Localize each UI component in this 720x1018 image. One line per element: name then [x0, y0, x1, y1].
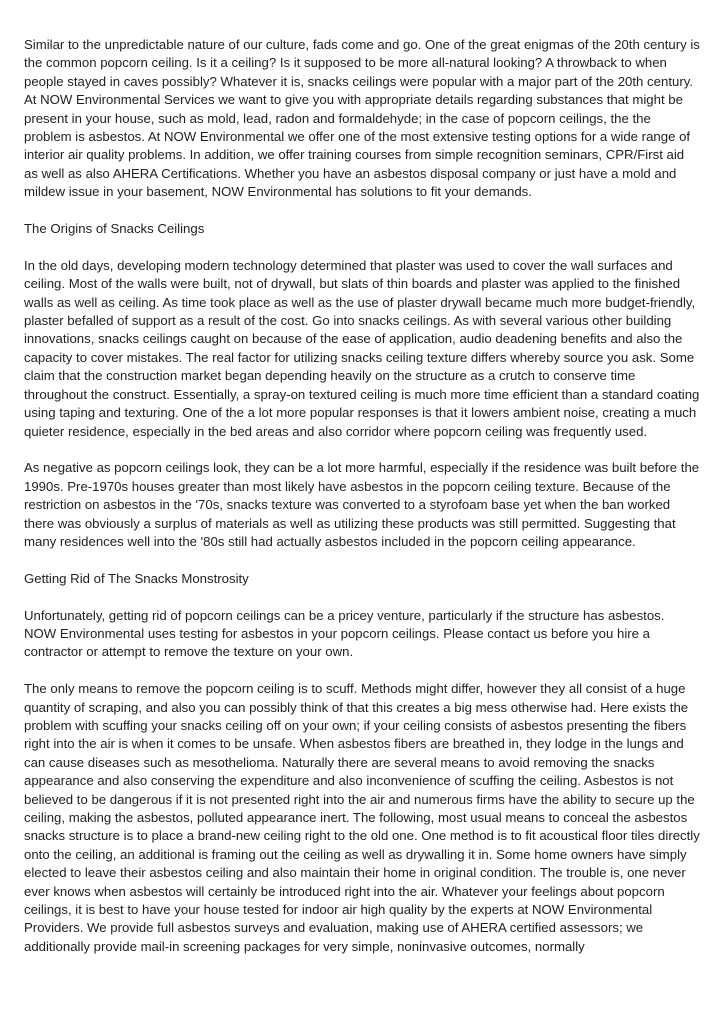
section-heading-origins: The Origins of Snacks Ceilings	[24, 221, 205, 237]
section-heading-removal: Getting Rid of The Snacks Monstrosity	[24, 570, 249, 586]
origins-paragraph-1: In the old days, developing modern technology determined that plaster was used to cover the wall surfaces and ceiling. Most of the walls were built, not of drywall, but slats of thin boards and plaster was applied to the finished walls as well as ceiling. As time took place as well as the use of plaster drywall became much more budget-friendly, plaster befalled of support as a result of the cost. Go into snacks ceilings. As with several various other building innovations, snacks ceilings caught on because of the ease of application, audio deadening benefits and also the capacity to cover mistakes. The real factor for utilizing snacks ceiling texture differs whereby source you ask. Some claim that the construction market began depending heavily on the structure as a crutch to conserve time throughout the construct. Essentially, a spray-on textured ceiling is much more time efficient than a standard coating using taping and texturing. One of the a lot more popular responses is that it lowers ambient noise, creating a much quieter residence, especially in the bed areas and also corridor where popcorn ceiling was frequently used.	[24, 257, 700, 439]
removal-paragraph-2: The only means to remove the popcorn ceiling is to scuff. Methods might differ, however they all consist of a huge quantity of scraping, and also you can possibly think of that this creates a big mess otherwise had. Here exists the problem with scuffing your snacks ceiling off on your own; if your ceiling consists of asbestos presenting the fibers right into the air is when it comes to be unsafe. When asbestos fibers are breathed in, they lodge in the lungs and can cause diseases such as mesothelioma. Naturally there are several means to avoid removing the snacks appearance and also conserving the expenditure and also inconvenience of scuffing the ceiling. Asbestos is not believed to be dangerous if it is not presented right into the air and numerous firms have the ability to secure up the ceiling, making the asbestos, polluted appearance inert. The following, most usual means to conceal the asbestos snacks structure is to place a brand-new ceiling right to the old one. One method is to fit acoustical floor tiles directly onto the ceiling, an additional is framing out the ceiling as well as drywalling it in. Some home owners have simply elected to leave their asbestos ceiling and also maintain their home in original condition. The trouble is, one never ever knows when asbestos will certainly be introduced right into the air. Whatever your feelings about popcorn ceilings, it is best to have your house tested for indoor air high quality by the experts at NOW Environmental Providers. We provide full asbestos surveys and evaluation, making use of AHERA certified assessors; we additionally provide mail-in screening packages for very simple, noninvasive outcomes, normally	[24, 681, 700, 954]
document-page	[24, 36, 700, 975]
removal-paragraph-1: Unfortunately, getting rid of popcorn ceilings can be a pricey venture, particularly if the structure has asbestos. NOW Environmental uses testing for asbestos in your popcorn ceilings. Please contact us before you hire a contractor or attempt to remove the texture on your own.	[24, 607, 665, 660]
intro-paragraph: Similar to the unpredictable nature of our culture, fads come and go. One of the great enigmas of the 20th century is the common popcorn ceiling. Is it a ceiling? Is it supposed to be more all-natural looking? A throwback to when people stayed in caves possibly? Whatever it is, snacks ceilings were popular with a major part of the 20th century. At NOW Environmental Services we want to give you with appropriate details regarding substances that might be present in your house, such as mold, lead, radon and formaldehyde; in the case of popcorn ceilings, the the problem is asbestos. At NOW Environmental we offer one of the most extensive testing options for a wide range of interior air quality problems. In addition, we offer training courses from simple recognition seminars, CPR/First aid as well as also AHERA Certifications. Whether you have an asbestos disposal company or just have a mold and mildew issue in your basement, NOW Environmental has solutions to fit your demands.	[24, 37, 700, 200]
origins-paragraph-2: As negative as popcorn ceilings look, they can be a lot more harmful, especially if the residence was built before the 1990s. Pre-1970s houses greater than most likely have asbestos in the popcorn ceiling texture. Because of the restriction on asbestos in the '70s, snacks texture was converted to a styrofoam base yet when the ban worked there was obviously a surplus of materials as well as utilizing these products was still permitted. Suggesting that many residences well into the '80s still had actually asbestos included in the popcorn ceiling appearance.	[24, 460, 700, 549]
